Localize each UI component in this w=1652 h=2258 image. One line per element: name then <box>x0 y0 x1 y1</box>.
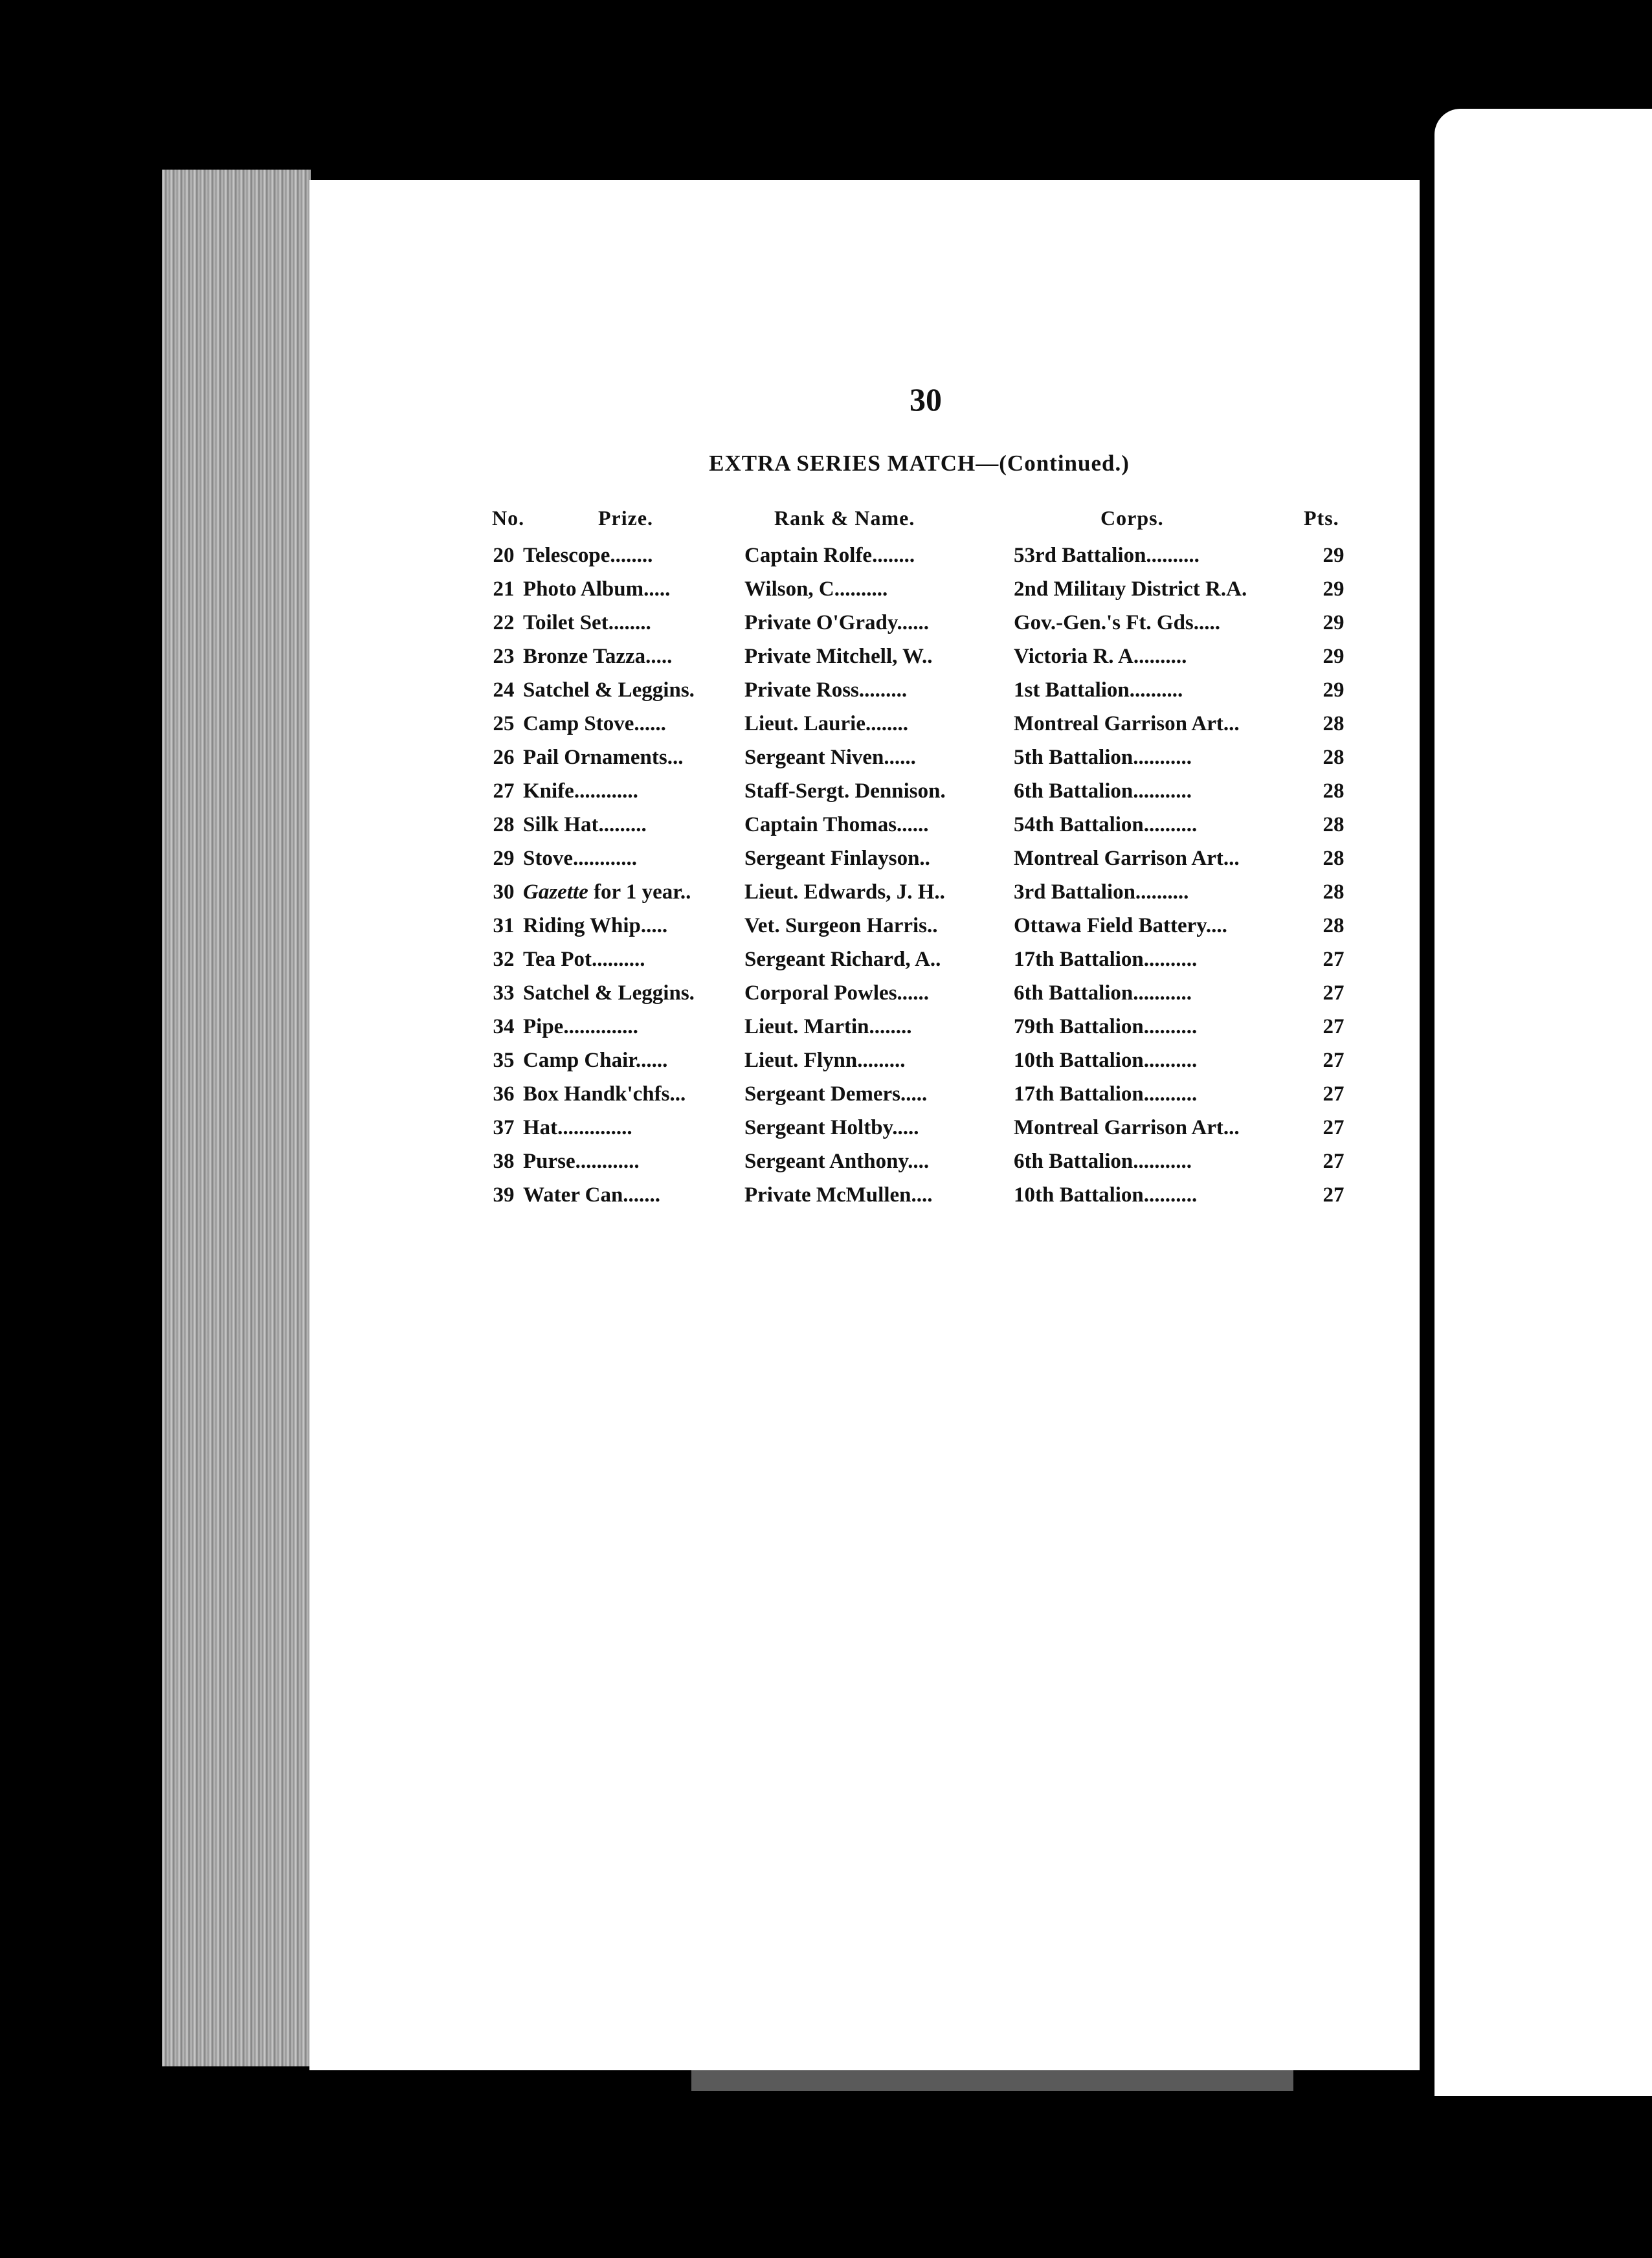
prize-text: Tea Pot.......... <box>523 948 645 971</box>
prize-cell <box>523 673 695 707</box>
results-table <box>484 539 1352 1212</box>
points-cell: 28 <box>1323 746 1345 769</box>
table-row <box>484 707 1352 741</box>
row-number: 35 <box>493 1049 515 1072</box>
table-row <box>484 875 1352 909</box>
points-cell: 28 <box>1323 914 1345 937</box>
corps-cell: 10th Battalion.......... <box>1014 1183 1198 1207</box>
points-cell: 27 <box>1323 1116 1345 1139</box>
rank-name-cell: Private Ross......... <box>744 678 908 702</box>
prize-cell <box>523 842 637 875</box>
prize-cell <box>523 539 653 572</box>
table-row <box>484 976 1352 1010</box>
prize-cell <box>523 707 666 741</box>
points-cell: 28 <box>1323 712 1345 735</box>
row-number: 25 <box>493 712 515 735</box>
points-cell: 27 <box>1323 1015 1345 1038</box>
prize-cell <box>523 1010 638 1044</box>
table-row <box>484 1044 1352 1077</box>
prize-italic-text: Gazette <box>523 880 588 904</box>
row-number: 26 <box>493 746 515 769</box>
column-header-no: No. <box>492 506 525 530</box>
table-row <box>484 808 1352 842</box>
row-number: 34 <box>493 1015 515 1038</box>
points-cell: 27 <box>1323 1150 1345 1173</box>
row-number: 38 <box>493 1150 515 1173</box>
table-row <box>484 606 1352 640</box>
row-number: 30 <box>493 880 515 904</box>
points-cell: 27 <box>1323 1082 1345 1106</box>
row-number: 28 <box>493 813 515 836</box>
prize-text: Box Handk'chfs... <box>523 1082 686 1106</box>
corps-cell: Montreal Garrison Art... <box>1014 1116 1240 1139</box>
table-row <box>484 741 1352 774</box>
table-row <box>484 1178 1352 1212</box>
rank-name-cell: Captain Thomas...... <box>744 813 929 836</box>
prize-text: Camp Chair...... <box>523 1049 668 1072</box>
table-row <box>484 572 1352 606</box>
row-number: 32 <box>493 948 515 971</box>
rank-name-cell: Private Mitchell, W.. <box>744 645 933 668</box>
corps-cell: 5th Battalion........... <box>1014 746 1192 769</box>
row-number: 21 <box>493 577 515 601</box>
corps-cell: 79th Battalion.......... <box>1014 1015 1198 1038</box>
points-cell: 27 <box>1323 1049 1345 1072</box>
column-header-corps: Corps. <box>1100 506 1164 530</box>
prize-text: Riding Whip..... <box>523 914 668 937</box>
prize-text: Knife............ <box>523 779 638 803</box>
prize-cell <box>523 875 691 909</box>
rank-name-cell: Lieut. Martin........ <box>744 1015 912 1038</box>
page-edge <box>162 170 311 2066</box>
points-cell: 27 <box>1323 948 1345 971</box>
corps-cell: 54th Battalion.......... <box>1014 813 1198 836</box>
prize-cell <box>523 943 645 976</box>
corps-cell: 1st Battalion.......... <box>1014 678 1183 702</box>
column-header-prize: Prize. <box>598 506 654 530</box>
rank-name-cell: Sergeant Finlayson.. <box>744 847 930 870</box>
points-cell: 27 <box>1323 1183 1345 1207</box>
points-cell: 29 <box>1323 645 1345 668</box>
prize-text: Stove............ <box>523 847 637 870</box>
prize-cell <box>523 1145 640 1178</box>
corps-cell: 17th Battalion.......... <box>1014 1082 1198 1106</box>
row-number: 37 <box>493 1116 515 1139</box>
next-page-edge <box>1434 109 1652 2096</box>
rank-name-cell: Sergeant Demers..... <box>744 1082 928 1106</box>
prize-text: Pipe.............. <box>523 1015 638 1038</box>
prize-text: Camp Stove...... <box>523 712 666 735</box>
prize-cell <box>523 1178 660 1212</box>
corps-cell: 6th Battalion........... <box>1014 779 1192 803</box>
rank-name-cell: Staff-Sergt. Dennison. <box>744 779 946 803</box>
table-row <box>484 1077 1352 1111</box>
prize-text: Pail Ornaments... <box>523 746 684 769</box>
rank-name-cell: Sergeant Holtby..... <box>744 1116 919 1139</box>
rank-name-cell: Lieut. Laurie........ <box>744 712 908 735</box>
table-row <box>484 1010 1352 1044</box>
prize-text: for 1 year.. <box>588 880 691 904</box>
table-row <box>484 1145 1352 1178</box>
prize-text: Telescope........ <box>523 544 653 567</box>
prize-text: Toilet Set........ <box>523 611 651 634</box>
rank-name-cell: Vet. Surgeon Harris.. <box>744 914 938 937</box>
corps-cell: 6th Battalion........... <box>1014 1150 1192 1173</box>
rank-name-cell: Private McMullen.... <box>744 1183 933 1207</box>
rank-name-cell: Corporal Powles...... <box>744 981 930 1005</box>
row-number: 36 <box>493 1082 515 1106</box>
row-number: 29 <box>493 847 515 870</box>
row-number: 27 <box>493 779 515 803</box>
table-row <box>484 640 1352 673</box>
rank-name-cell: Lieut. Flynn......... <box>744 1049 906 1072</box>
corps-cell: Ottawa Field Battery.... <box>1014 914 1227 937</box>
prize-text: Purse............ <box>523 1150 640 1173</box>
table-row <box>484 539 1352 572</box>
points-cell: 29 <box>1323 544 1345 567</box>
rank-name-cell: Sergeant Anthony.... <box>744 1150 930 1173</box>
rank-name-cell: Private O'Grady...... <box>744 611 930 634</box>
prize-cell <box>523 976 695 1010</box>
table-row <box>484 943 1352 976</box>
page-heading: EXTRA SERIES MATCH—(Continued.) <box>709 451 1130 476</box>
prize-cell <box>523 808 647 842</box>
rank-name-cell: Wilson, C.......... <box>744 577 888 601</box>
row-number: 20 <box>493 544 515 567</box>
prize-cell <box>523 774 638 808</box>
prize-text: Photo Album..... <box>523 577 671 601</box>
corps-cell: 2nd Militaıy District R.A. <box>1014 577 1247 601</box>
row-number: 23 <box>493 645 515 668</box>
points-cell: 28 <box>1323 779 1345 803</box>
points-cell: 29 <box>1323 611 1345 634</box>
page-number: 30 <box>910 381 942 418</box>
prize-text: Water Can....... <box>523 1183 661 1207</box>
row-number: 39 <box>493 1183 515 1207</box>
row-number: 24 <box>493 678 515 702</box>
prize-cell <box>523 572 670 606</box>
corps-cell: 3rd Battalion.......... <box>1014 880 1189 904</box>
prize-text: Hat.............. <box>523 1116 632 1139</box>
prize-cell <box>523 640 672 673</box>
corps-cell: Montreal Garrison Art... <box>1014 712 1240 735</box>
table-row <box>484 774 1352 808</box>
prize-cell <box>523 1077 686 1111</box>
rank-name-cell: Captain Rolfe........ <box>744 544 915 567</box>
corps-cell: Gov.-Gen.'s Ft. Gds..... <box>1014 611 1221 634</box>
corps-cell: Victoria R. A.......... <box>1014 645 1187 668</box>
table-row <box>484 909 1352 943</box>
prize-text: Satchel & Leggins. <box>523 981 695 1005</box>
corps-cell: 10th Battalion.......... <box>1014 1049 1198 1072</box>
table-row <box>484 842 1352 875</box>
prize-text: Satchel & Leggins. <box>523 678 695 702</box>
rank-name-cell: Sergeant Niven...... <box>744 746 916 769</box>
table-row <box>484 673 1352 707</box>
points-cell: 28 <box>1323 847 1345 870</box>
rank-name-cell: Lieut. Edwards, J. H.. <box>744 880 945 904</box>
corps-cell: 53rd Battalion.......... <box>1014 544 1200 567</box>
rank-name-cell: Sergeant Richard, A.. <box>744 948 941 971</box>
prize-text: Silk Hat......... <box>523 813 647 836</box>
corps-cell: 6th Battalion........... <box>1014 981 1192 1005</box>
points-cell: 28 <box>1323 813 1345 836</box>
row-number: 22 <box>493 611 515 634</box>
corps-cell: Montreal Garrison Art... <box>1014 847 1240 870</box>
row-number: 33 <box>493 981 515 1005</box>
column-header-rank-name: Rank & Name. <box>774 506 915 530</box>
prize-cell <box>523 606 651 640</box>
prize-text: Bronze Tazza..... <box>523 645 673 668</box>
book-bottom-strip <box>691 2069 1293 2091</box>
points-cell: 27 <box>1323 981 1345 1005</box>
prize-cell <box>523 1044 667 1077</box>
prize-cell <box>523 741 683 774</box>
points-cell: 28 <box>1323 880 1345 904</box>
row-number: 31 <box>493 914 515 937</box>
corps-cell: 17th Battalion.......... <box>1014 948 1198 971</box>
points-cell: 29 <box>1323 577 1345 601</box>
column-header-pts: Pts. <box>1304 506 1339 530</box>
prize-cell <box>523 909 667 943</box>
points-cell: 29 <box>1323 678 1345 702</box>
table-row <box>484 1111 1352 1145</box>
prize-cell <box>523 1111 632 1145</box>
